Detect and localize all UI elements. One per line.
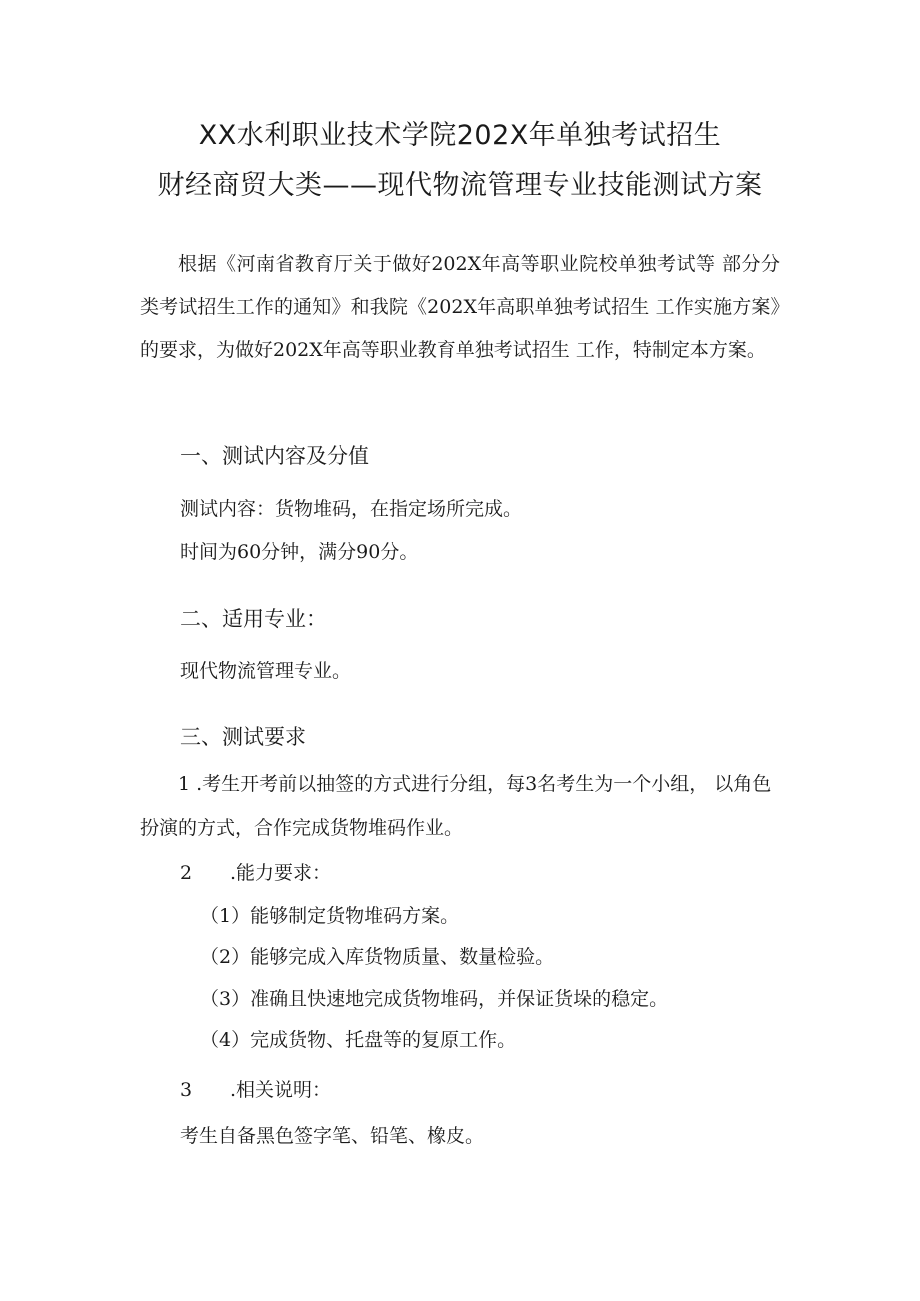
section3-item3-label: .相关说明： xyxy=(230,1079,332,1101)
intro-paragraph: 根据《河南省教育厅关于做好202X年高等职业院校单独考试等 部分分类考试招生工作的通知》和我院《202X年高职单独考试招生 工作实施方案》的要求，为做好202X年高等职业教育单独考试招生 工作，特制定本方案。 xyxy=(140,253,780,361)
section3-item3-num: 3 xyxy=(180,1079,193,1101)
section3-item2-label: .能力要求： xyxy=(230,862,332,884)
section1-line-1: 测试内容：货物堆码，在指定场所完成。 xyxy=(180,498,523,520)
section3-heading: 三、测试要求 xyxy=(180,725,306,749)
section2-heading: 二、适用专业： xyxy=(180,607,327,631)
section3-item3-text: 考生自备黑色签字笔、铅笔、橡皮。 xyxy=(180,1125,485,1147)
section3-subitem-3: （3）准确且快速地完成货物堆码，并保证货垛的稳定。 xyxy=(200,988,669,1010)
section3-item2-num: 2 xyxy=(180,862,193,884)
document-title-line2: 财经商贸大类——现代物流管理专业技能测试方案 xyxy=(157,170,763,201)
document-title-line1: XX水利职业技术学院202X年单独考试招生 xyxy=(198,120,722,151)
section3-item3-heading xyxy=(180,1075,331,1102)
section1-line-2: 时间为60分钟，满分90分。 xyxy=(180,541,419,563)
section3-subitem-4: （4）完成货物、托盘等的复原工作。 xyxy=(200,1029,517,1051)
section3-subitem-2: （2）能够完成入库货物质量、数量检验。 xyxy=(200,946,555,968)
section2-line-1: 现代物流管理专业。 xyxy=(180,660,352,682)
section3-item2-heading xyxy=(180,858,331,885)
section3-subitem-1: （1）能够制定货物堆码方案。 xyxy=(200,905,460,927)
section3-item1: 1 .考生开考前以抽签的方式进行分组，每3名考生为一个小组， 以角色扮演的方式，合作完成货物堆码作业。 xyxy=(140,773,772,839)
section1-heading: 一、测试内容及分值 xyxy=(180,444,369,468)
